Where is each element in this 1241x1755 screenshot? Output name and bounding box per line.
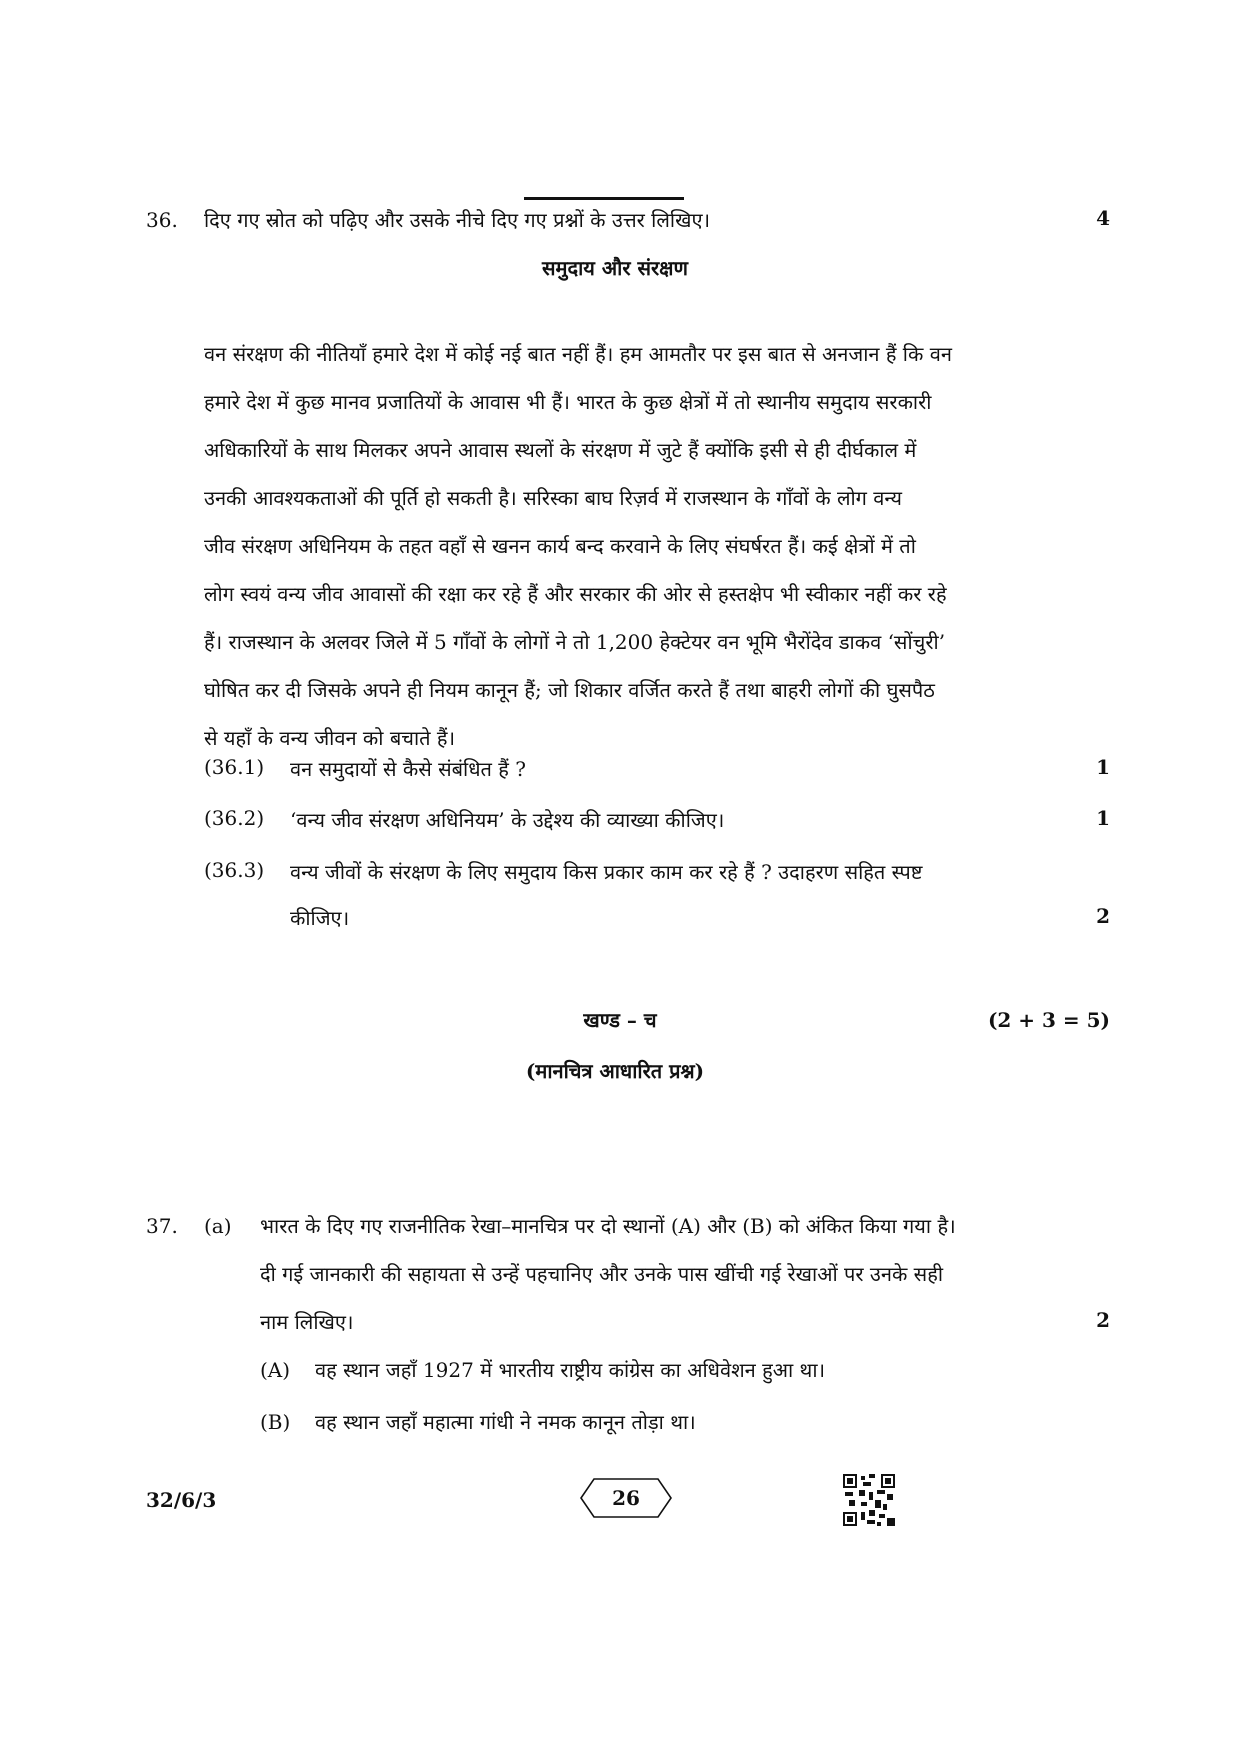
page-number-badge xyxy=(580,1478,672,1518)
q36-3-text-cont: कीजिए। xyxy=(290,906,350,930)
q36-source-title: समुदाय और संरक्षण xyxy=(542,256,688,280)
q36-1-text: वन समुदायों से कैसे संबंधित हैं ? xyxy=(290,757,526,781)
section-subtitle: (मानचित्र आधारित प्रश्न) xyxy=(525,1059,705,1083)
q37-part: (a) xyxy=(204,1214,232,1238)
q37-item-a-label: (A) xyxy=(260,1358,291,1382)
passage-line: वन संरक्षण की नीतियाँ हमारे देश में कोई नई बात नहीं हैं। हम आमतौर पर इस बात से अनजान हैं कि वन xyxy=(204,342,952,366)
section-title: खण्ड – च xyxy=(583,1008,657,1032)
q37-number: 37. xyxy=(146,1214,178,1238)
q37-item-b-label: (B) xyxy=(260,1410,291,1434)
q36-1-number: (36.1) xyxy=(204,755,265,779)
passage-line: घोषित कर दी जिसके अपने ही नियम कानून हैं; जो शिकार वर्जित करते हैं तथा बाहरी लोगों की घुसपैठ xyxy=(204,678,935,702)
q36-3-number: (36.3) xyxy=(204,858,265,882)
page-number: 26 xyxy=(612,1486,640,1510)
top-rule xyxy=(524,197,684,200)
passage-line: हमारे देश में कुछ मानव प्रजातियों के आवास भी हैं। भारत के कुछ क्षेत्रों में तो स्थानीय समुदाय सरकारी xyxy=(204,390,932,414)
passage-line: से यहाँ के वन्य जीवन को बचाते हैं। xyxy=(204,726,456,750)
q37-item-b-text: वह स्थान जहाँ महात्मा गांधी ने नमक कानून तोड़ा था। xyxy=(315,1410,696,1434)
q37-line: दी गई जानकारी की सहायता से उन्हें पहचानिए और उनके पास खींची गई रेखाओं पर उनके सही xyxy=(260,1262,943,1286)
q37-line: भारत के दिए गए राजनीतिक रेखा–मानचित्र पर दो स्थानों (A) और (B) को अंकित किया गया है। xyxy=(260,1214,956,1238)
section-marks: (2 + 3 = 5) xyxy=(987,1008,1110,1032)
passage-line: हैं। राजस्थान के अलवर जिले में 5 गाँवों के लोगों ने तो 1,200 हेक्टेयर वन भूमि भैरोंदेव डाकव ‘सोंचुरी’ xyxy=(204,630,946,654)
q36-number: 36. xyxy=(146,208,178,232)
q36-2-marks: 1 xyxy=(1096,806,1110,830)
paper-code: 32/6/3 xyxy=(146,1488,217,1512)
passage-line: उनकी आवश्यकताओं की पूर्ति हो सकती है। सरिस्का बाघ रिज़र्व में राजस्थान के गाँवों के लोग वन्य xyxy=(204,486,902,510)
q36-3-marks: 2 xyxy=(1096,904,1110,928)
q36-3-text: वन्य जीवों के संरक्षण के लिए समुदाय किस प्रकार काम कर रहे हैं ? उदाहरण सहित स्पष्ट xyxy=(290,860,923,884)
q36-prompt: दिए गए स्रोत को पढ़िए और उसके नीचे दिए गए प्रश्नों के उत्तर लिखिए। xyxy=(204,208,711,232)
passage-line: लोग स्वयं वन्य जीव आवासों की रक्षा कर रहे हैं और सरकार की ओर से हस्तक्षेप भी स्वीकार नहीं कर रहे xyxy=(204,582,947,606)
q36-2-text: ‘वन्य जीव संरक्षण अधिनियम’ के उद्देश्य की व्याख्या कीजिए। xyxy=(290,808,725,832)
q36-marks: 4 xyxy=(1096,206,1110,230)
passage-line: अधिकारियों के साथ मिलकर अपने आवास स्थलों के संरक्षण में जुटे हैं क्योंकि इसी से ही दीर्घकाल में xyxy=(204,438,917,462)
q36-passage xyxy=(204,330,1050,762)
q37-line: नाम लिखिए। xyxy=(260,1310,354,1334)
q37-marks: 2 xyxy=(1096,1308,1110,1332)
qr-code-icon xyxy=(843,1474,895,1526)
q36-1-marks: 1 xyxy=(1096,755,1110,779)
q37-item-a-text: वह स्थान जहाँ 1927 में भारतीय राष्ट्रीय कांग्रेस का अधिवेशन हुआ था। xyxy=(315,1358,826,1382)
passage-line: जीव संरक्षण अधिनियम के तहत वहाँ से खनन कार्य बन्द करवाने के लिए संघर्षरत हैं। कई क्षेत्रों में तो xyxy=(204,534,916,558)
q36-2-number: (36.2) xyxy=(204,806,265,830)
